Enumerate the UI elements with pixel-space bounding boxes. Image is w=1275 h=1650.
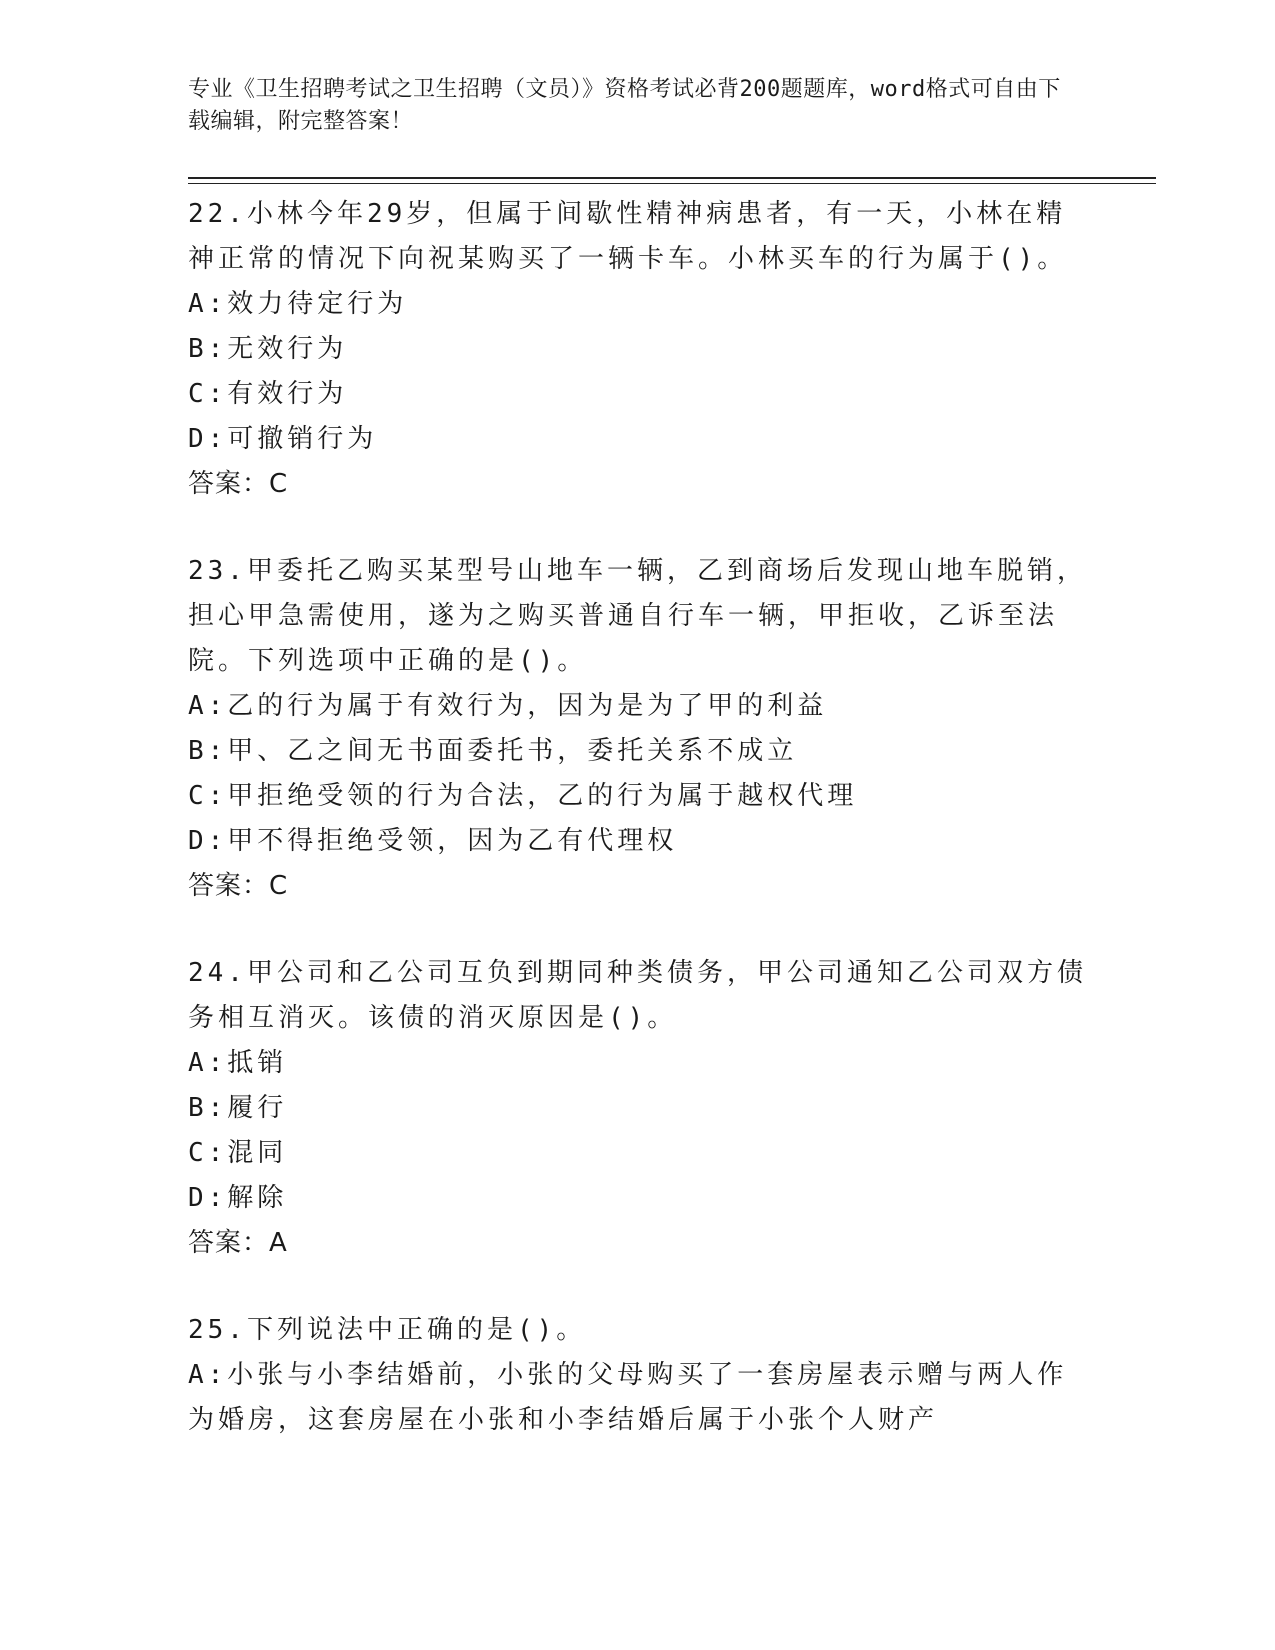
question-22 [188, 192, 1088, 507]
question-23 [188, 549, 1088, 909]
option-b: B:无效行为 [188, 334, 348, 364]
option-b: B:甲、乙之间无书面委托书，委托关系不成立 [188, 736, 798, 766]
document-header: 专业《卫生招聘考试之卫生招聘（文员）》资格考试必背200题题库，word格式可自由下载编辑，附完整答案！ [188, 77, 1061, 134]
answer-line: 答案：C [188, 469, 289, 499]
option-d: D:甲不得拒绝受领，因为乙有代理权 [188, 826, 678, 856]
option-c: C:混同 [188, 1138, 288, 1168]
option-a: A:小张与小李结婚前，小张的父母购买了一套房屋表示赠与两人作为婚房，这套房屋在小张和小李结婚后属于小张个人财产 [188, 1360, 1068, 1435]
question-text: 24.甲公司和乙公司互负到期同种类债务，甲公司通知乙公司双方债务相互消灭。该债的消灭原因是()。 [188, 958, 1087, 1033]
answer-line: 答案：C [188, 871, 289, 901]
question-25 [188, 1308, 1088, 1443]
header-divider-thin [188, 183, 1156, 184]
option-d: D:解除 [188, 1183, 288, 1213]
option-a: A:效力待定行为 [188, 289, 408, 319]
question-list [188, 192, 1088, 1485]
question-24 [188, 951, 1088, 1266]
question-text: 25.下列说法中正确的是()。 [188, 1315, 587, 1345]
option-d: D:可撤销行为 [188, 424, 378, 454]
question-text: 23.甲委托乙购买某型号山地车一辆，乙到商场后发现山地车脱销，担心甲急需使用，遂为之购买普通自行车一辆，甲拒收，乙诉至法院。下列选项中正确的是()。 [188, 556, 1087, 676]
option-c: C:甲拒绝受领的行为合法，乙的行为属于越权代理 [188, 781, 858, 811]
option-a: A:乙的行为属于有效行为，因为是为了甲的利益 [188, 691, 828, 721]
answer-line: 答案：A [188, 1228, 288, 1258]
option-b: B:履行 [188, 1093, 288, 1123]
question-text: 22.小林今年29岁，但属于间歇性精神病患者，有一天，小林在精神正常的情况下向祝某购买了一辆卡车。小林买车的行为属于()。 [188, 199, 1068, 274]
option-a: A:抵销 [188, 1048, 288, 1078]
option-c: C:有效行为 [188, 379, 348, 409]
header-divider-thick [188, 177, 1156, 179]
